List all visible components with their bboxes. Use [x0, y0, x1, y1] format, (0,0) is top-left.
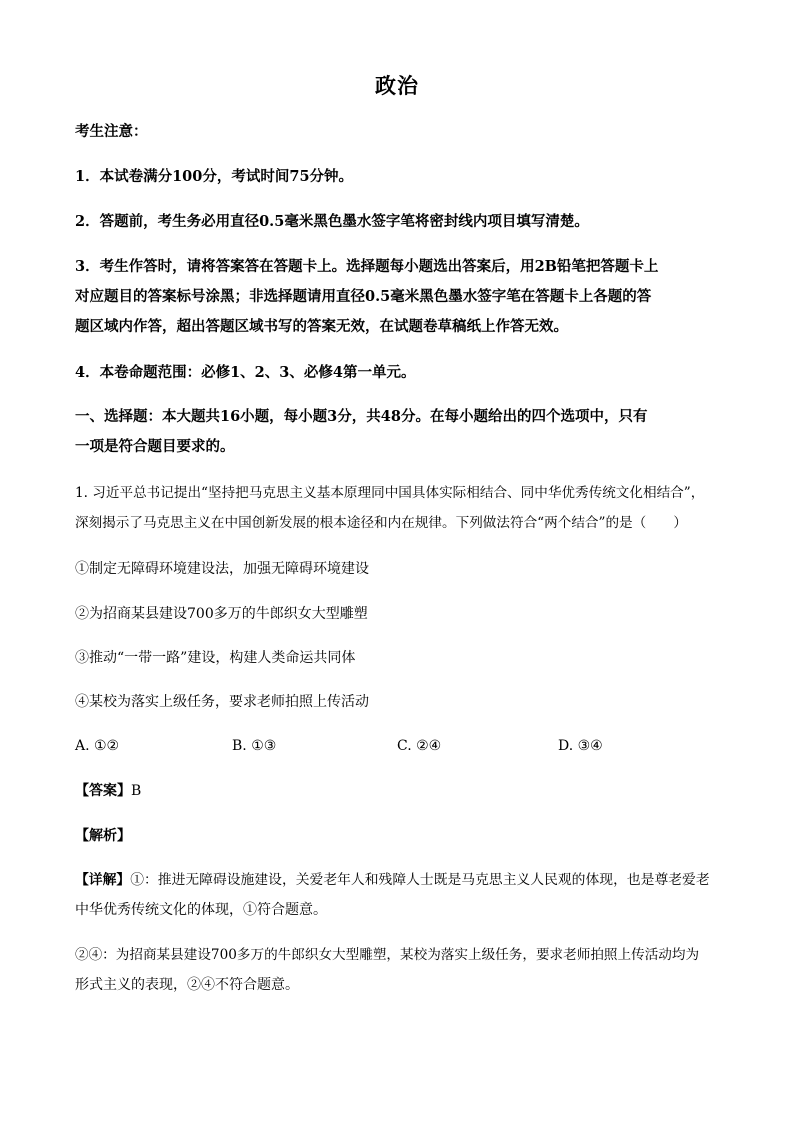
option-a: A. ①②	[75, 738, 120, 754]
notice-item-1: 1．本试卷满分100分，考试时间75分钟。	[75, 168, 354, 185]
page-title: 政治	[375, 73, 419, 98]
detail-line2: 中华优秀传统文化的体现，①符合题意。	[75, 902, 327, 918]
notice-heading: 考生注意：	[75, 123, 148, 140]
answer-tag: 【答案】	[75, 783, 131, 799]
notice-item-3-line3: 题区域内作答，超出答题区域书写的答案无效，在试题卷草稿纸上作答无效。	[75, 318, 568, 335]
notice-item-4: 4．本卷命题范围：必修1、2、3、必修4第一单元。	[75, 364, 416, 381]
section-heading-line2: 一项是符合题目要求的。	[75, 438, 235, 455]
detail-line4: 形式主义的表现，②④不符合题意。	[75, 977, 299, 993]
analysis-line	[75, 825, 725, 847]
option-d: D. ③④	[558, 738, 603, 754]
detail-line1	[75, 869, 725, 891]
statement-1: ①制定无障碍环境建设法，加强无障碍环境建设	[75, 561, 369, 577]
statement-3: ③推动“一带一路”建设，构建人类命运共同体	[75, 650, 356, 666]
analysis-tag: 【解析】	[75, 828, 131, 844]
detail-tag: 【详解】	[75, 872, 131, 888]
notice-item-3-line1: 3．考生作答时，请将答案答在答题卡上。选择题每小题选出答案后，用2B铅笔把答题卡上	[75, 258, 659, 275]
detail-line3: ②④：为招商某县建设700多万的牛郎织女大型雕塑，某校为落实上级任务，要求老师拍照上传活动均为	[75, 947, 700, 963]
answer-value: B	[131, 783, 142, 799]
answer-line	[75, 780, 725, 802]
question-stem-line1: 1. 习近平总书记提出“坚持把马克思主义基本原理同中国具体实际相结合、同中华优秀传统文化相结合”，	[75, 485, 705, 501]
notice-item-2: 2．答题前，考生务必用直径0.5毫米黑色墨水签字笔将密封线内项目填写清楚。	[75, 213, 589, 230]
detail-text-1: ①：推进无障碍设施建设，关爱老年人和残障人士既是马克思主义人民观的体现，也是尊老爱老	[130, 872, 710, 888]
section-heading-line1: 一、选择题：本大题共16小题，每小题3分，共48分。在每小题给出的四个选项中，只有	[75, 408, 648, 425]
option-c: C. ②④	[397, 738, 442, 754]
notice-item-3-line2: 对应题目的答案标号涂黑；非选择题请用直径0.5毫米黑色墨水签字笔在答题卡上各题的答	[75, 288, 652, 305]
statement-2: ②为招商某县建设700多万的牛郎织女大型雕塑	[75, 606, 368, 622]
question-stem-line2: 深刻揭示了马克思主义在中国创新发展的根本途径和内在规律。下列做法符合“两个结合”的是（ ）	[75, 515, 688, 531]
statement-4: ④某校为落实上级任务，要求老师拍照上传活动	[75, 694, 369, 710]
option-b: B. ①③	[232, 738, 277, 754]
